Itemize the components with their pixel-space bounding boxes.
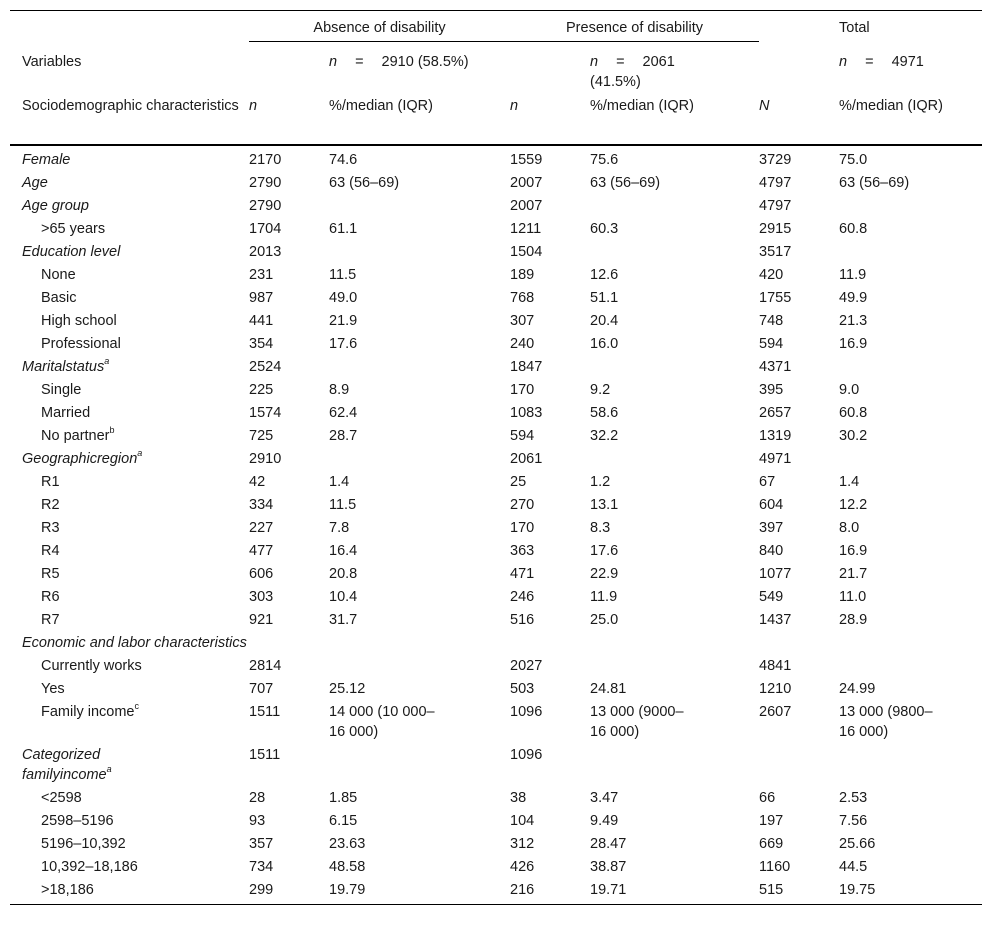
col-pct-total: %/median (IQR) [839, 92, 982, 145]
row-label: Yes [41, 681, 65, 697]
cell-p-n: 1096 [510, 747, 543, 763]
footnote-marker: a [137, 448, 143, 459]
cell-t-n: 2657 [759, 405, 792, 421]
cell-p-p: 75.6 [590, 152, 619, 168]
cell-t-n: 395 [759, 382, 784, 398]
col-n-presence: n [510, 92, 590, 145]
cell-a-n: 93 [249, 813, 266, 829]
cell-a-p [329, 355, 510, 378]
cell-t-p: 60.8 [839, 221, 868, 237]
row-label: R4 [41, 543, 60, 559]
cell-a-p: 6.15 [329, 813, 358, 829]
cell-a-n: 2013 [249, 244, 282, 260]
row-label: Categorized familyincome$^a$ [22, 747, 112, 783]
table-row [10, 878, 982, 905]
cell-t-p: 60.8 [839, 405, 868, 421]
group-absence: Absence of disability [249, 11, 510, 42]
cell-p-p: 13 000 (9000– 16 000) [590, 704, 684, 740]
cell-t-p: 30.2 [839, 428, 868, 444]
total-count: n = 4971 [839, 53, 924, 70]
cell-p-p [590, 355, 759, 378]
cell-p-n: 104 [510, 813, 535, 829]
cell-a-p: 19.79 [329, 878, 510, 905]
cell-a-p: 31.7 [329, 612, 358, 628]
table-row [10, 608, 982, 631]
group-total: Total [839, 11, 982, 42]
table-row [10, 585, 982, 608]
header-row-counts [10, 42, 982, 93]
cell-a-p: 14 000 (10 000– 16 000) [329, 704, 435, 740]
cell-p-p [590, 654, 759, 677]
cell-t-n: 3517 [759, 244, 792, 260]
cell-t-n: 669 [759, 836, 784, 852]
cell-t-n: 420 [759, 267, 784, 283]
cell-p-n: 2061 [510, 451, 543, 467]
table-row [10, 539, 982, 562]
table-row [10, 171, 982, 194]
table-row [10, 516, 982, 539]
table-row [10, 743, 982, 786]
table-row [10, 240, 982, 263]
cell-a-n: 2910 [249, 451, 282, 467]
variables-label: Variables [22, 53, 82, 70]
row-label: Married [41, 405, 91, 421]
cell-a-p [329, 654, 510, 677]
cell-p-n: 1083 [510, 405, 543, 421]
cell-p-p: 32.2 [590, 428, 619, 444]
group-presence: Presence of disability [510, 11, 759, 42]
cell-t-n: 4797 [759, 198, 792, 214]
cell-p-n: 363 [510, 543, 535, 559]
cell-p-n: 240 [510, 336, 535, 352]
cell-t-n: 2607 [759, 704, 792, 720]
cell-p-p: 63 (56–69) [590, 175, 661, 191]
cell-t-n: 397 [759, 520, 784, 536]
cell-p-n: 189 [510, 267, 535, 283]
table-row [10, 263, 982, 286]
cell-a-p [329, 240, 510, 263]
table-row [10, 786, 982, 809]
cell-a-n: 2790 [249, 175, 282, 191]
table-container [10, 10, 982, 905]
cell-p-n: 307 [510, 313, 535, 329]
cell-p-p [590, 194, 759, 217]
cell-t-n: 4797 [759, 175, 792, 191]
cell-a-p: 21.9 [329, 313, 358, 329]
table-row [10, 631, 982, 654]
cell-a-p [329, 194, 510, 217]
row-label: Education level [22, 244, 121, 260]
cell-t-p: 75.0 [839, 152, 868, 168]
cell-t-n: 1160 [759, 859, 791, 875]
cell-a-p: 25.12 [329, 681, 366, 697]
cell-p-p: 60.3 [590, 221, 619, 237]
cell-t-p [839, 654, 982, 677]
cell-p-n: 2007 [510, 175, 543, 191]
cell-a-p: 1.85 [329, 790, 358, 806]
row-label: Geographicregion$^a$ [22, 448, 143, 467]
header-row-columns [10, 92, 982, 145]
cell-t-p [839, 194, 982, 217]
footnote-marker: c [134, 701, 139, 712]
cell-a-n: 1704 [249, 221, 282, 237]
cell-p-n: 1559 [510, 152, 543, 168]
cell-t-n: 549 [759, 589, 784, 605]
cell-p-n: 516 [510, 612, 535, 628]
cell-a-p: 74.6 [329, 152, 358, 168]
row-label: 5196–10,392 [41, 836, 126, 852]
cell-p-n: 38 [510, 790, 527, 806]
cell-p-n: 1096 [510, 704, 543, 720]
cell-a-p [329, 447, 510, 470]
cell-t-n: 4841 [759, 658, 792, 674]
cell-t-p: 21.7 [839, 566, 868, 582]
cell-a-n: 2814 [249, 658, 282, 674]
cell-p-p: 9.2 [590, 382, 611, 398]
row-label: Economic and labor characteristics [22, 635, 247, 651]
cell-a-n: 28 [249, 790, 266, 806]
cell-a-n: 231 [249, 267, 274, 283]
row-label: None [41, 267, 76, 283]
table-row [10, 677, 982, 700]
cell-a-p: 28.7 [329, 428, 358, 444]
cell-p-n: 2027 [510, 658, 543, 674]
table-row [10, 309, 982, 332]
cell-t-n: 1077 [759, 566, 792, 582]
cell-p-n: 170 [510, 382, 535, 398]
cell-p-p: 38.87 [590, 859, 627, 875]
table-body [10, 145, 982, 905]
row-label: Age group [22, 198, 89, 214]
cell-t-n: 1755 [759, 290, 792, 306]
cell-p-p: 8.3 [590, 520, 611, 536]
footnote-marker: b [109, 425, 115, 436]
cell-p-n: 170 [510, 520, 535, 536]
cell-p-p [590, 240, 759, 263]
cell-a-n: 227 [249, 520, 274, 536]
cell-a-p: 61.1 [329, 221, 358, 237]
cell-t-n: 4371 [759, 359, 792, 375]
cell-a-p: 8.9 [329, 382, 350, 398]
cell-a-n: 334 [249, 497, 274, 513]
cell-a-n: 921 [249, 612, 274, 628]
cell-t-n: 1319 [759, 428, 792, 444]
footnote-marker: a [104, 356, 110, 367]
cell-t-p: 44.5 [839, 859, 868, 875]
cell-a-n: 725 [249, 428, 274, 444]
cell-a-n: 2524 [249, 359, 282, 375]
cell-t-n: 197 [759, 813, 784, 829]
row-label: No partner$^b$ [41, 425, 115, 444]
cell-a-n: 1511 [249, 704, 281, 720]
row-label: Currently works [41, 658, 142, 674]
cell-p-n: 594 [510, 428, 535, 444]
cell-a-p: 11.5 [329, 267, 357, 283]
cell-t-p: 1.4 [839, 474, 860, 490]
cell-a-p: 17.6 [329, 336, 358, 352]
cell-p-n: 25 [510, 474, 527, 490]
cell-t-p: 63 (56–69) [839, 175, 910, 191]
cell-t-n: 594 [759, 336, 784, 352]
cell-a-n: 42 [249, 474, 266, 490]
cell-t-p: 19.75 [839, 878, 982, 905]
cell-p-p: 28.47 [590, 836, 627, 852]
row-label: 10,392–18,186 [41, 859, 138, 875]
table-row [10, 332, 982, 355]
cell-a-n: 987 [249, 290, 274, 306]
cell-a-n: 303 [249, 589, 274, 605]
socio-label: Sociodemographic characteristics [10, 92, 249, 145]
row-label: High school [41, 313, 117, 329]
table-row [10, 809, 982, 832]
cell-t-p: 21.3 [839, 313, 868, 329]
cell-t-p: 16.9 [839, 543, 868, 559]
cell-p-n: 503 [510, 681, 535, 697]
cell-t-p: 13 000 (9800– 16 000) [839, 704, 933, 740]
cell-t-p [839, 447, 982, 470]
cell-a-p: 16.4 [329, 543, 358, 559]
cell-t-p: 11.9 [839, 267, 867, 283]
row-label: Family income$^c$ [41, 701, 139, 720]
cell-a-p: 23.63 [329, 836, 366, 852]
col-pct-presence: %/median (IQR) [590, 92, 759, 145]
table-row [10, 194, 982, 217]
table-row [10, 654, 982, 677]
cell-p-p [590, 447, 759, 470]
cell-p-p [590, 743, 759, 786]
cell-a-n: 1511 [249, 747, 281, 763]
cell-p-n: 426 [510, 859, 535, 875]
cell-t-p [839, 355, 982, 378]
cell-p-n: 1847 [510, 359, 543, 375]
cell-a-p: 62.4 [329, 405, 358, 421]
header-row-groups [10, 11, 982, 42]
cell-p-p: 17.6 [590, 543, 619, 559]
cell-t-p: 2.53 [839, 790, 868, 806]
table-row [10, 470, 982, 493]
cell-p-p: 1.2 [590, 474, 611, 490]
col-n-total: N [759, 92, 839, 145]
table-row [10, 832, 982, 855]
table-row [10, 424, 982, 447]
cell-p-n: 768 [510, 290, 535, 306]
cell-a-p [329, 743, 510, 786]
table-row [10, 355, 982, 378]
cell-t-p: 8.0 [839, 520, 860, 536]
cell-t-n: 2915 [759, 221, 792, 237]
absence-count: n = 2910 (58.5%) [329, 54, 469, 70]
row-label: >18,186 [10, 878, 249, 905]
row-label: Basic [41, 290, 77, 306]
cell-p-n: 471 [510, 566, 535, 582]
cell-p-p: 24.81 [590, 681, 627, 697]
cell-t-n: 4971 [759, 451, 792, 467]
cell-a-p: 49.0 [329, 290, 358, 306]
table-row [10, 378, 982, 401]
row-label: 2598–5196 [41, 813, 114, 829]
table-row [10, 493, 982, 516]
cell-p-p: 20.4 [590, 313, 619, 329]
row-label: Female [22, 152, 71, 168]
cell-p-p: 13.1 [590, 497, 619, 513]
cell-p-p: 51.1 [590, 290, 619, 306]
cell-a-p: 20.8 [329, 566, 358, 582]
table-row [10, 286, 982, 309]
cell-p-p: 58.6 [590, 405, 619, 421]
cell-t-p: 7.56 [839, 813, 868, 829]
col-pct-absence: %/median (IQR) [329, 92, 510, 145]
row-label: Single [41, 382, 82, 398]
presence-count: n = 2061 (41.5%) [590, 54, 675, 90]
cell-a-n: 734 [249, 859, 274, 875]
row-label: R3 [41, 520, 60, 536]
cell-p-n: 312 [510, 836, 535, 852]
cell-a-n: 225 [249, 382, 274, 398]
table-row [10, 855, 982, 878]
cell-t-p: 12.2 [839, 497, 868, 513]
footnote-marker: a [106, 764, 112, 775]
row-label: R1 [41, 474, 60, 490]
cell-p-p: 16.0 [590, 336, 619, 352]
cell-t-n [759, 743, 839, 786]
cell-p-n: 1504 [510, 244, 543, 260]
table-row [10, 217, 982, 240]
table-row [10, 447, 982, 470]
cell-t-p: 25.66 [839, 836, 876, 852]
cell-p-n: 246 [510, 589, 535, 605]
cell-t-p: 16.9 [839, 336, 868, 352]
cell-a-n: 357 [249, 836, 274, 852]
cell-t-p [839, 743, 982, 786]
cell-a-n: 299 [249, 878, 329, 905]
cell-t-p: 28.9 [839, 612, 868, 628]
row-label: Maritalstatus$^a$ [22, 356, 110, 375]
cell-a-p: 7.8 [329, 520, 350, 536]
row-label: R2 [41, 497, 60, 513]
col-n-absence: n [249, 92, 329, 145]
cell-t-n: 66 [759, 790, 776, 806]
cell-t-n: 1210 [759, 681, 792, 697]
table-row [10, 145, 982, 171]
row-label: >65 years [41, 221, 106, 237]
cell-p-n: 2007 [510, 198, 543, 214]
cell-t-n: 604 [759, 497, 784, 513]
cell-t-n: 515 [759, 878, 839, 905]
cell-p-p: 9.49 [590, 813, 619, 829]
cell-p-p: 12.6 [590, 267, 619, 283]
cell-a-n: 2170 [249, 152, 282, 168]
cell-a-n: 354 [249, 336, 274, 352]
table-row [10, 401, 982, 424]
cell-t-p: 9.0 [839, 382, 860, 398]
cell-t-n: 67 [759, 474, 776, 490]
row-label: R6 [41, 589, 60, 605]
cell-a-n: 2790 [249, 198, 282, 214]
cell-a-n: 441 [249, 313, 274, 329]
row-label: Age [22, 175, 48, 191]
cell-p-n: 216 [510, 878, 590, 905]
data-table [10, 10, 982, 905]
row-label: <2598 [41, 790, 82, 806]
cell-t-n: 748 [759, 313, 784, 329]
cell-p-n: 270 [510, 497, 535, 513]
cell-t-p [839, 240, 982, 263]
cell-t-n: 1437 [759, 612, 792, 628]
row-label: Professional [41, 336, 121, 352]
cell-a-p: 63 (56–69) [329, 175, 400, 191]
cell-p-p: 11.9 [590, 589, 618, 605]
row-label: R7 [41, 612, 60, 628]
cell-p-p: 22.9 [590, 566, 619, 582]
cell-a-n: 707 [249, 681, 274, 697]
cell-p-p: 19.71 [590, 878, 759, 905]
row-label: R5 [41, 566, 60, 582]
cell-t-p: 49.9 [839, 290, 868, 306]
cell-t-n: 840 [759, 543, 784, 559]
table-row [10, 700, 982, 743]
cell-p-p: 3.47 [590, 790, 619, 806]
cell-a-n: 1574 [249, 405, 282, 421]
table-row [10, 562, 982, 585]
cell-a-p: 11.5 [329, 497, 357, 513]
cell-t-p: 11.0 [839, 589, 867, 605]
cell-a-n: 606 [249, 566, 274, 582]
cell-a-p: 1.4 [329, 474, 350, 490]
cell-a-n: 477 [249, 543, 274, 559]
cell-a-p: 48.58 [329, 859, 366, 875]
cell-a-p: 10.4 [329, 589, 358, 605]
cell-p-n: 1211 [510, 221, 542, 237]
cell-t-p: 24.99 [839, 681, 876, 697]
cell-p-p: 25.0 [590, 612, 619, 628]
cell-t-n: 3729 [759, 152, 792, 168]
